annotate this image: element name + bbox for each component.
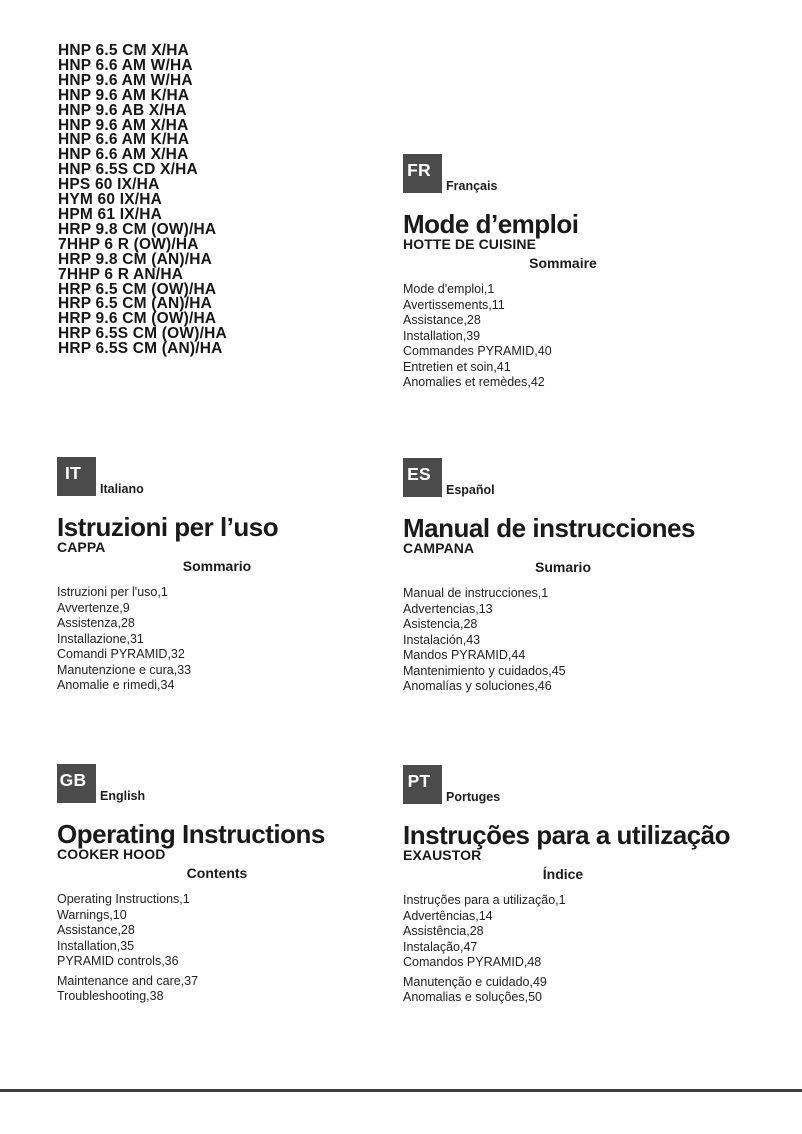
toc-item: Anomalías y soluciones,46: [403, 679, 552, 693]
toc-item: Assistenza,28: [57, 616, 135, 630]
toc-item: Installation,39: [403, 328, 481, 343]
section-italian: [57, 457, 389, 694]
model-line: HRP 9.6 CM (OW)/HA: [58, 310, 217, 328]
toc-item: Advertencias,13: [403, 601, 493, 616]
product-type: COOKER HOOD: [57, 846, 166, 862]
toc-list: [403, 282, 735, 391]
toc-item: Asistencia,28: [403, 617, 478, 631]
lang-badge-gb: [57, 764, 96, 803]
model-line: HNP 6.5S CD X/HA: [58, 161, 198, 179]
toc-item: Mantenimiento y cuidados,45: [403, 663, 566, 678]
toc-item: Instalación,43: [403, 632, 481, 647]
model-line: HNP 9.6 AB X/HA: [58, 101, 187, 119]
toc-item: Warnings,10: [57, 907, 127, 922]
model-line: HYM 60 IX/HA: [58, 191, 163, 209]
toc-item: Avvertenze,9: [57, 600, 130, 615]
language-name: Italiano: [100, 481, 144, 496]
badge-code: ES: [407, 464, 431, 484]
toc-item: Instalação,47: [403, 939, 478, 954]
badge-code: FR: [407, 160, 431, 180]
language-name: Portuges: [446, 789, 501, 804]
section-french: [403, 154, 735, 391]
footer-rule: [0, 1089, 802, 1092]
toc-item: Installation,35: [57, 938, 135, 953]
toc-item: Commandes PYRAMID,40: [403, 344, 552, 358]
model-line: 7HHP 6 R AN/HA: [58, 265, 184, 283]
toc-list: [57, 585, 389, 694]
language-row: [403, 458, 735, 497]
toc-item: Istruzioni per l'uso,1: [57, 585, 168, 599]
language-name: Español: [446, 482, 495, 497]
model-line: HNP 9.6 AM X/HA: [58, 116, 189, 134]
toc-item: Assistance,28: [403, 313, 481, 327]
toc-item: Manual de instrucciones,1: [403, 586, 549, 600]
model-line: HRP 6.5S CM (OW)/HA: [58, 325, 227, 343]
toc-item: Assistance,28: [57, 923, 135, 937]
section-portuguese: [403, 765, 735, 1006]
toc-item: Comandi PYRAMID,32: [57, 647, 185, 661]
toc-item: Operating Instructions,1: [57, 892, 190, 906]
toc-item: Manutenção e cuidado,49: [403, 974, 547, 989]
section-spanish: [403, 458, 735, 695]
model-line: HNP 6.6 AM K/HA: [58, 131, 190, 149]
toc-item: Maintenance and care,37: [57, 973, 199, 988]
product-type: CAMPANA: [403, 540, 475, 556]
model-line: HNP 6.6 AM W/HA: [58, 56, 193, 74]
toc-item: Troubleshooting,38: [57, 989, 164, 1003]
toc-heading: Contents: [186, 865, 248, 881]
model-line: HRP 6.5 CM (OW)/HA: [58, 280, 217, 298]
model-line: HRP 6.5 CM (AN)/HA: [58, 295, 213, 313]
model-line: HRP 6.5S CM (AN)/HA: [58, 340, 223, 358]
toc-list: [57, 892, 389, 1005]
toc-item: Mandos PYRAMID,44: [403, 648, 526, 662]
model-line: 7HHP 6 R (OW)/HA: [58, 235, 199, 253]
model-line: HRP 9.8 CM (AN)/HA: [58, 250, 213, 268]
product-type: HOTTE DE CUISINE: [403, 236, 537, 252]
lang-badge-fr: [403, 154, 442, 193]
lang-badge-es: [403, 458, 442, 497]
model-line: HRP 9.8 CM (OW)/HA: [58, 220, 217, 238]
language-row: [403, 154, 735, 193]
toc-item: Avertissements,11: [403, 297, 505, 312]
language-row: [57, 764, 389, 803]
model-line: HNP 9.6 AM W/HA: [58, 71, 193, 89]
model-line: HNP 6.6 AM X/HA: [58, 146, 189, 164]
section-title: Manual de instrucciones: [403, 513, 695, 543]
section-title: Operating Instructions: [57, 819, 325, 849]
toc-list: [403, 893, 735, 1006]
toc-item: Installazione,31: [57, 631, 144, 646]
model-line: HPM 61 IX/HA: [58, 205, 163, 223]
model-line: HPS 60 IX/HA: [58, 176, 160, 194]
badge-code: PT: [407, 771, 431, 791]
section-title: Instruções para a utilização: [403, 820, 731, 850]
toc-item: Comandos PYRAMID,48: [403, 955, 542, 969]
section-title: Mode d’emploi: [403, 209, 579, 239]
toc-item: Assistência,28: [403, 924, 484, 938]
lang-badge-it: [57, 457, 96, 496]
toc-item: Anomalias e soluções,50: [403, 990, 542, 1004]
toc-item: Entretien et soin,41: [403, 359, 511, 374]
product-type: CAPPA: [57, 539, 106, 555]
model-line: HNP 9.6 AM K/HA: [58, 86, 190, 104]
product-type: EXAUSTOR: [403, 847, 482, 863]
toc-item: Anomalie e rimedi,34: [57, 678, 175, 692]
toc-item: Anomalies et remèdes,42: [403, 375, 545, 389]
language-name: English: [100, 788, 146, 803]
model-list: [58, 44, 227, 357]
toc-heading: Sommario: [182, 558, 252, 574]
toc-heading: Sommaire: [529, 255, 597, 271]
toc-item: PYRAMID controls,36: [57, 954, 179, 968]
lang-badge-pt: [403, 765, 442, 804]
badge-code: GB: [59, 770, 87, 790]
badge-code: IT: [65, 463, 81, 483]
toc-item: Mode d'emploi,1: [403, 282, 495, 296]
model-line: HNP 6.5 CM X/HA: [58, 42, 190, 59]
toc-heading: Índice: [542, 866, 584, 882]
language-row: [57, 457, 389, 496]
toc-item: Manutenzione e cura,33: [57, 662, 192, 677]
toc-heading: Sumario: [534, 559, 591, 575]
toc-item: Advertências,14: [403, 908, 493, 923]
toc-list: [403, 586, 735, 695]
toc-item: Instruções para a utilização,1: [403, 893, 566, 907]
language-row: [403, 765, 735, 804]
language-name: Français: [446, 178, 498, 193]
section-english: [57, 764, 389, 1005]
section-title: Istruzioni per l’uso: [57, 512, 279, 542]
